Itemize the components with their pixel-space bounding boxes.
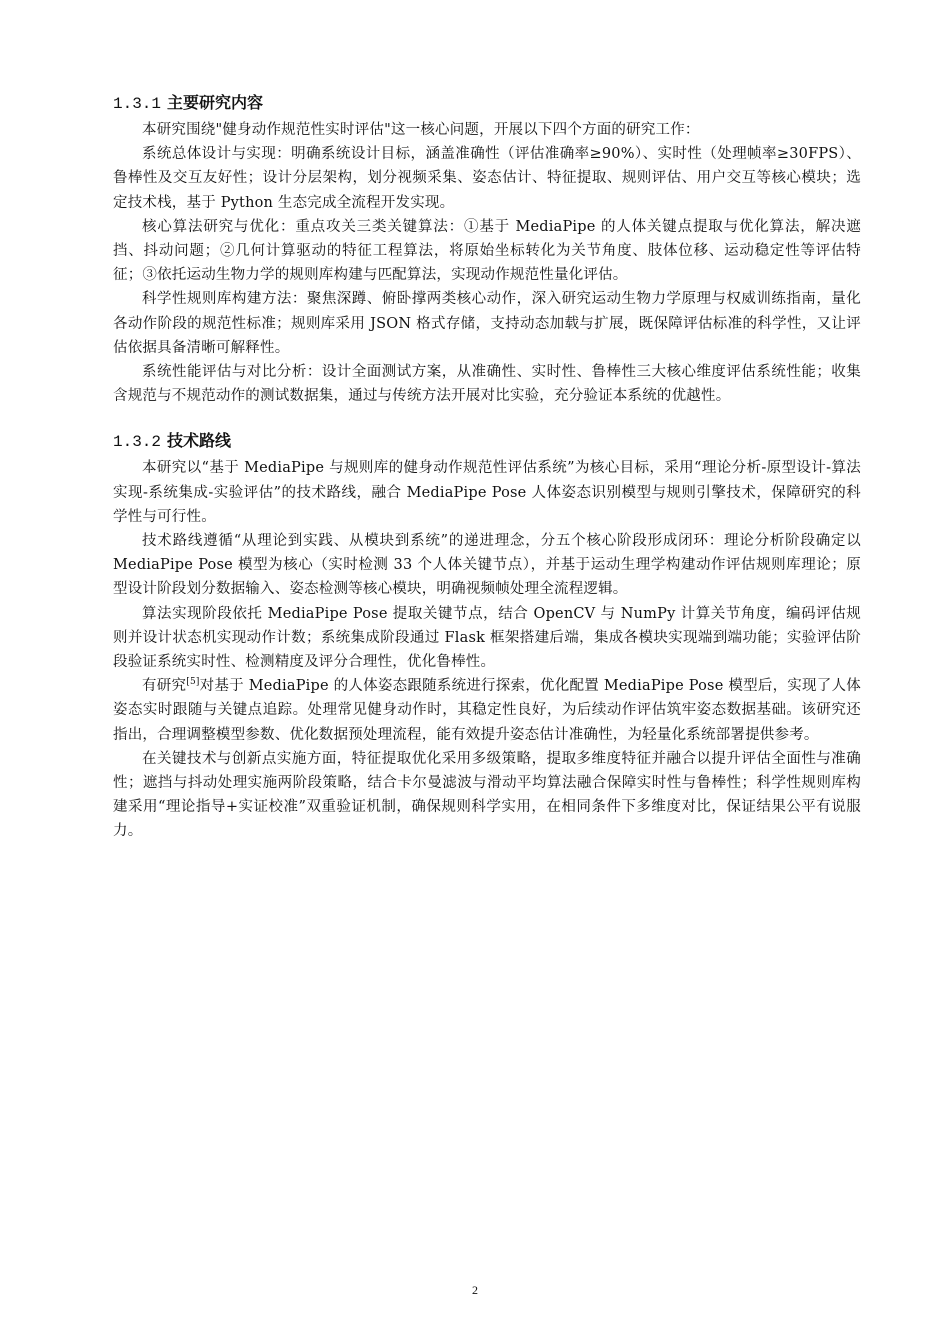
paragraph: 在关键技术与创新点实施方面，特征提取优化采用多级策略，提取多维度特征并融合以提升评估全面性与准确性；遮挡与抖动处理实施两阶段策略，结合卡尔曼滤波与滑动平均算法融合保障实时性与鲁棒性；科学性规则库构建采用“理论指导+实证校准”双重验证机制，确保规则科学实用，在相同条件下多维度对比，保证结果公平有说服力。 — [113, 750, 861, 840]
section-title: 技术路线 — [167, 431, 232, 451]
paragraph: 科学性规则库构建方法：聚焦深蹲、俯卧撑两类核心动作，深入研究运动生物力学原理与权威训练指南，量化各动作阶段的规范性标准；规则库采用 JSON 格式存储，支持动态加载与扩展，既保障评估标准的科学性，又让评估依据具备清晰可解释性。 — [113, 291, 861, 356]
paragraph: 系统总体设计与实现：明确系统设计目标，涵盖准确性（评估准确率≥90%）、实时性（处理帧率≥30FPS）、鲁棒性及交互友好性；设计分层架构，划分视频采集、姿态估计、特征提取、规则评估、用户交互等核心模块；选定技术栈，基于 Python 生态完成全流程开发实现。 — [113, 146, 861, 211]
page-number: 2 — [472, 1283, 478, 1297]
paragraph: 本研究以“基于 MediaPipe 与规则库的健身动作规范性评估系统”为核心目标，采用“理论分析-原型设计-算法实现-系统集成-实验评估”的技术路线，融合 MediaPipe Pose 人体姿态识别模型与规则引擎技术，保障研究的科学性与可行性。 — [113, 460, 861, 525]
section-heading-1-3-1 — [113, 90, 861, 118]
paragraph: 核心算法研究与优化：重点攻关三类关键算法：①基于 MediaPipe 的人体关键点提取与优化算法，解决遮挡、抖动问题；②几何计算驱动的特征工程算法，将原始坐标转化为关节角度、肢体位移、运动稳定性等评估特征；③依托运动生物力学的规则库构建与匹配算法，实现动作规范性量化评估。 — [113, 218, 861, 284]
document-page — [113, 90, 861, 844]
section-heading-1-3-2 — [113, 428, 861, 456]
citation-lead-text: 有研究 — [142, 678, 187, 695]
cited-paragraph — [113, 674, 861, 747]
section-number: 1.3.1 — [113, 95, 162, 113]
section-number: 1.3.2 — [113, 433, 162, 452]
paragraph: 技术路线遵循“从理论到实践、从模块到系统”的递进理念，分五个核心阶段形成闭环：理论分析阶段确定以 MediaPipe Pose 模型为核心（实时检测 33 个人体关键节点），并基于运动生理学构建动作评估规则库理论；原型设计阶段划分数据输入、姿态检测等核心模块，明确视频帧处理全流程逻辑。 — [113, 533, 861, 598]
paragraph: 算法实现阶段依托 MediaPipe Pose 提取关键节点，结合 OpenCV 与 NumPy 计算关节角度，编码评估规则并设计状态机实现动作计数；系统集成阶段通过 Flask 框架搭建后端，集成各模块实现端到端功能；实验评估阶段验证系统实时性、检测精度及评分合理性，优化鲁棒性。 — [113, 605, 861, 671]
citation-reference: [5] — [186, 677, 200, 688]
section-title: 主要研究内容 — [167, 93, 264, 112]
paragraph: 系统性能评估与对比分析：设计全面测试方案，从准确性、实时性、鲁棒性三大核心维度评估系统性能；收集含规范与不规范动作的测试数据集，通过与传统方法开展对比实验，充分验证本系统的优越性。 — [113, 364, 861, 405]
paragraph: 本研究围绕"健身动作规范性实时评估"这一核心问题，开展以下四个方面的研究工作： — [142, 122, 700, 138]
citation-body-text: 对基于 MediaPipe 的人体姿态跟随系统进行探索，优化配置 MediaPipe Pose 模型后，实现了人体姿态实时跟随与关键点追踪。处理常见健身动作时，其稳定性良好，为后续动作评估筑牢姿态数据基础。该研究还指出，合理调整模型参数、优化数据预处理流程，能有效提升姿态估计准确性，为轻量化系统部署提供参考。 — [113, 678, 861, 743]
